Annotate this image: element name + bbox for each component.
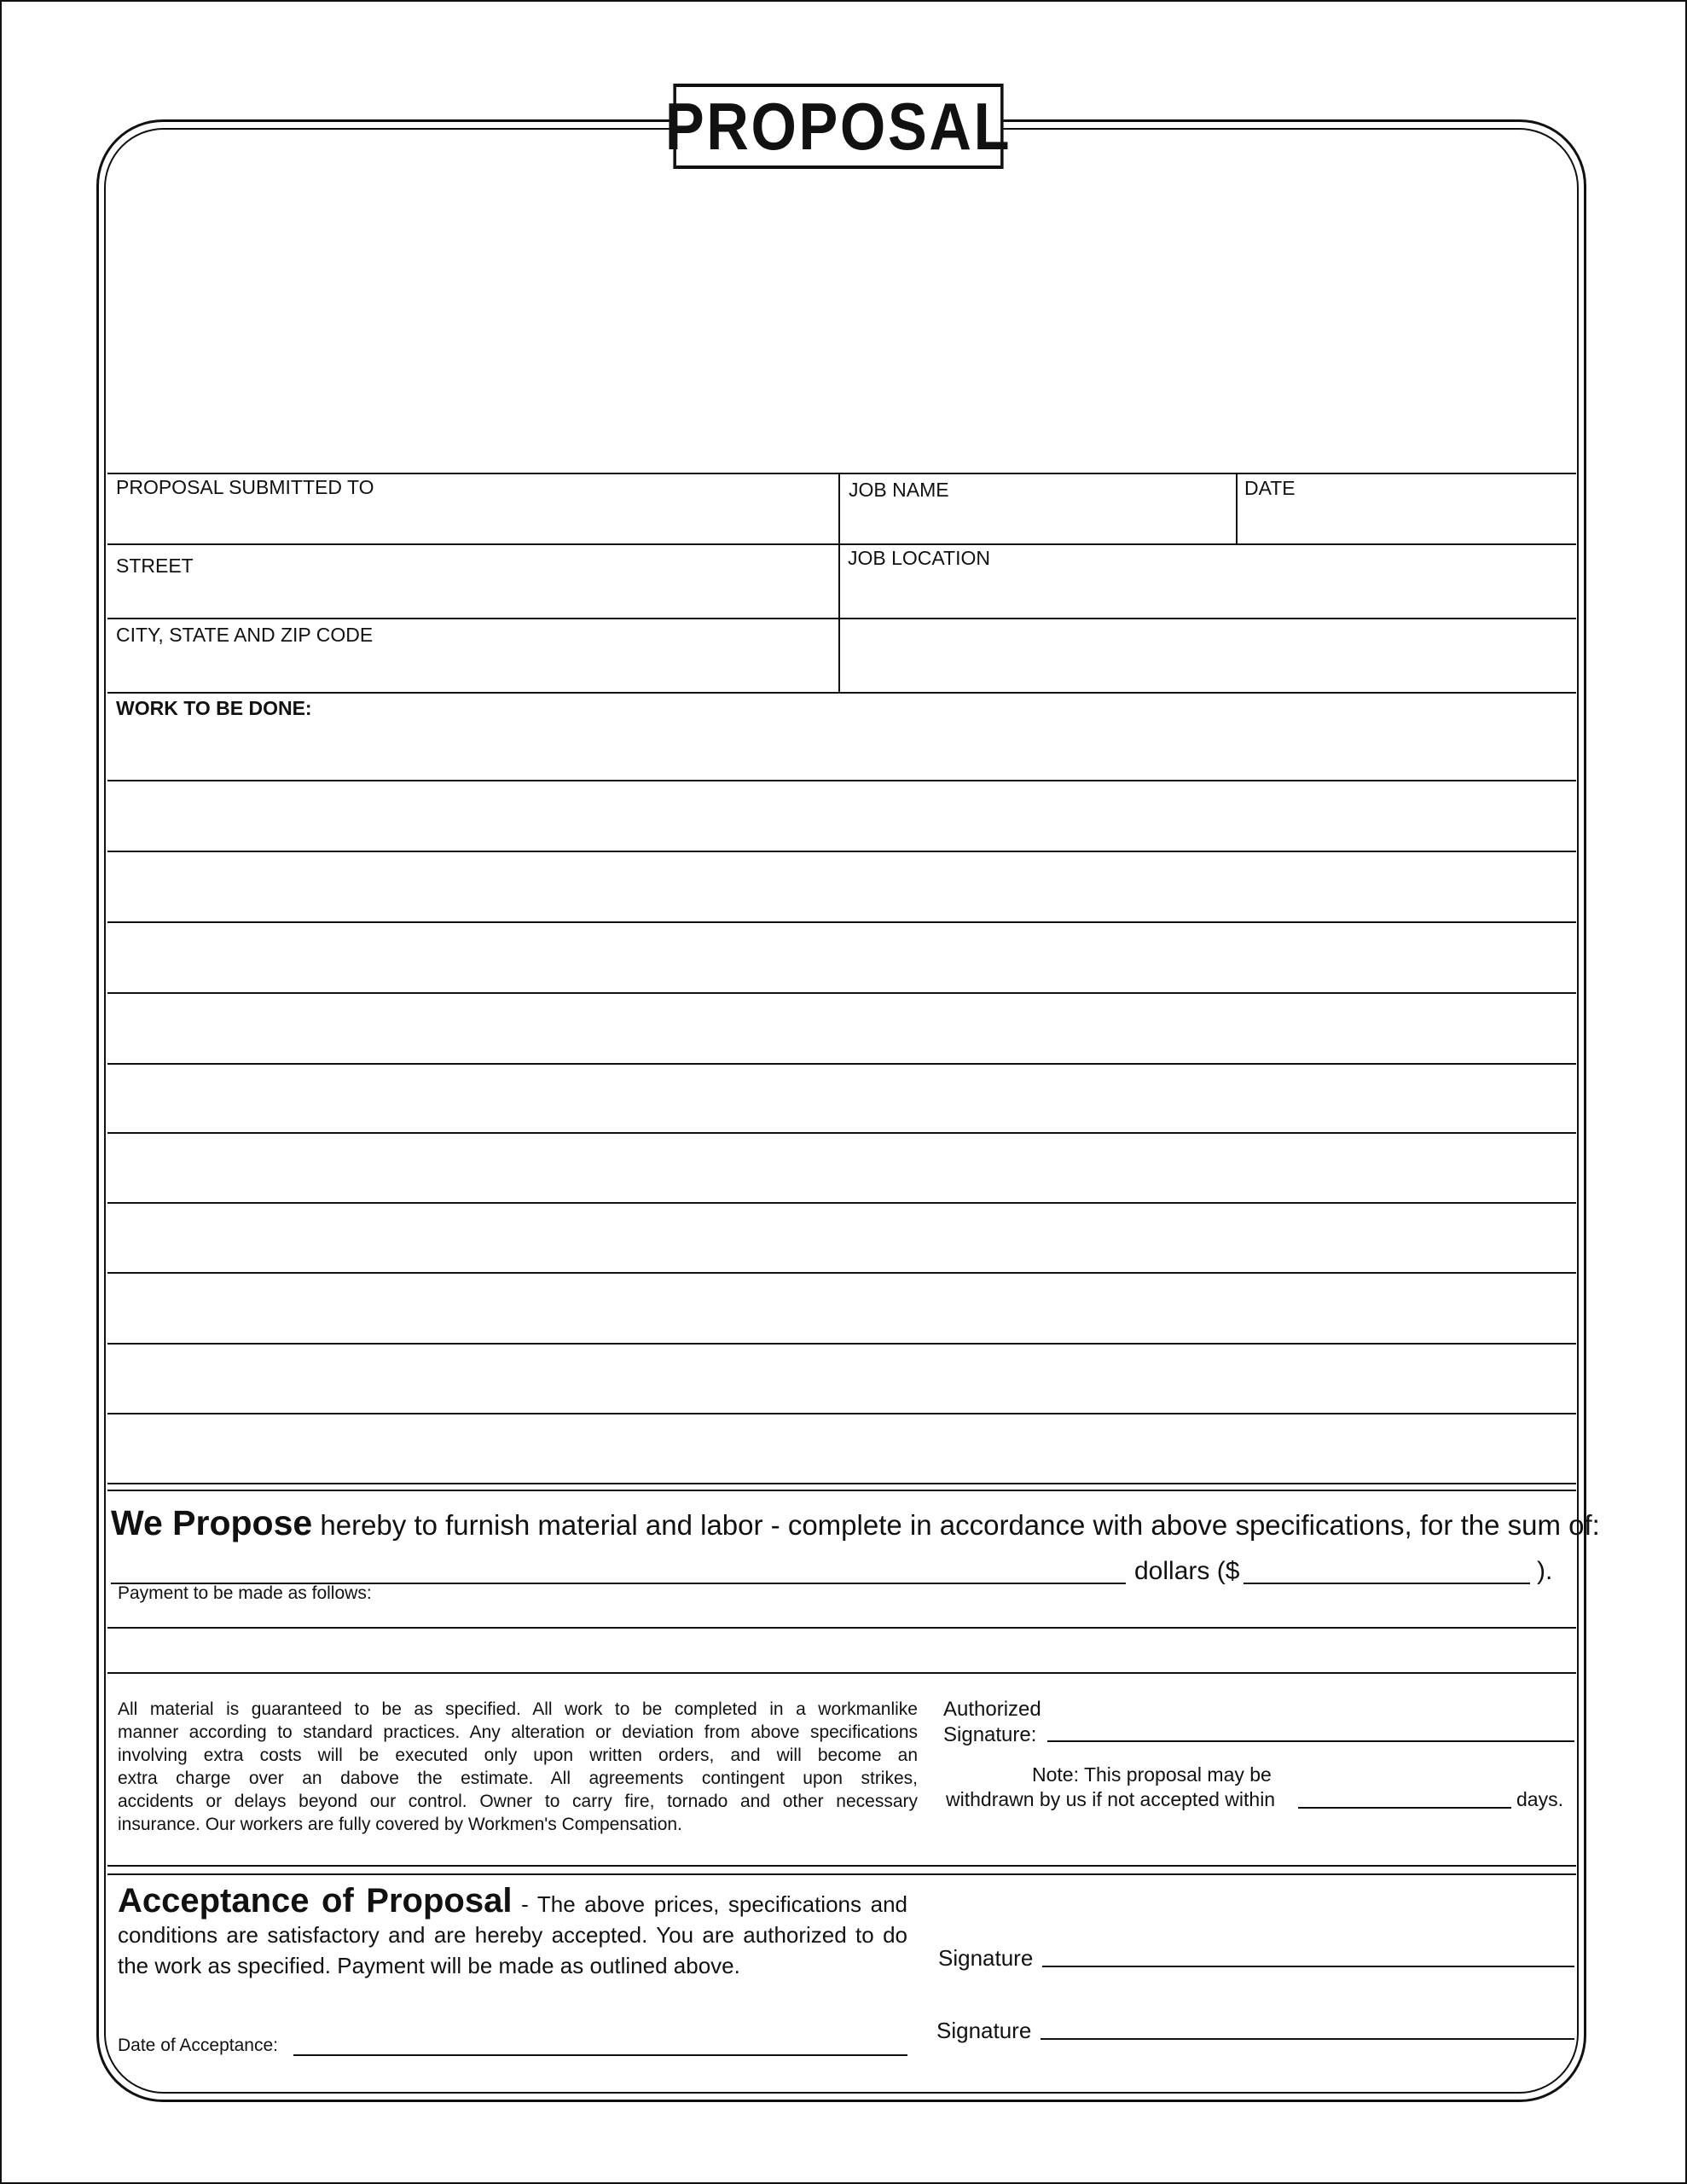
terms-line: All material is guaranteed to be as specified. All work to be completed in a workmanlike [118,1699,918,1719]
payment-label: Payment to be made as follows: [118,1583,372,1603]
section-divider [107,1865,1576,1867]
grid-line [107,692,1576,694]
city-state-zip-field[interactable]: CITY, STATE AND ZIP CODE [116,624,374,646]
acceptance-line: conditions are satisfactory and are hereby accepted. You are authorized to do [118,1922,907,1948]
date-of-acceptance-line[interactable] [293,2054,907,2056]
work-line[interactable] [107,1132,1576,1134]
signature-label: Signature: [943,1723,1037,1746]
work-line[interactable] [107,1063,1576,1065]
work-line[interactable] [107,921,1576,923]
signature-1-label: Signature [938,1945,1034,1971]
section-divider [107,1873,1576,1875]
we-propose-text: hereby to furnish material and labor - complete in accordance with above specifications, for the sum of: [312,1509,1600,1541]
acceptance-heading: Acceptance of Proposal [118,1882,513,1920]
grid-line [107,618,1576,619]
dollars-label: dollars ($ [1134,1557,1240,1585]
terms-line: extra charge over an dabove the estimate. All agreements contingent upon strikes, [118,1769,918,1788]
work-line[interactable] [107,1202,1576,1204]
work-line[interactable] [107,1343,1576,1345]
grid-line [107,543,1576,545]
authorized-signature-line[interactable] [1047,1740,1574,1742]
we-propose-statement [111,1503,1600,1543]
street-field[interactable]: STREET [116,555,194,577]
section-divider [107,1490,1576,1491]
work-to-be-done-heading: WORK TO BE DONE: [116,697,312,719]
work-line[interactable] [107,780,1576,781]
authorized-label: Authorized [943,1698,1041,1721]
note-line-2: withdrawn by us if not accepted within [946,1788,1276,1810]
grid-line [107,473,1576,474]
signature-2-line[interactable] [1041,2038,1574,2040]
terms-line: insurance. Our workers are fully covered by Workmen's Compensation. [118,1815,682,1834]
work-line[interactable] [107,1413,1576,1414]
date-of-acceptance-label: Date of Acceptance: [118,2036,278,2055]
acceptance-paragraph [118,1882,907,1981]
terms-line: manner according to standard practices. Any alteration or deviation from above specifications [118,1722,918,1742]
we-propose-lead: We Propose [111,1503,313,1542]
payment-line[interactable] [107,1627,1576,1629]
signature-2-label: Signature [936,2018,1032,2043]
work-line[interactable] [107,851,1576,852]
proposal-submitted-to-field[interactable]: PROPOSAL SUBMITTED TO [116,476,374,498]
work-line[interactable] [107,992,1576,994]
acceptance-line: - The above prices, specifications and [512,1891,907,1917]
date-field[interactable]: DATE [1244,477,1296,499]
signature-1-line[interactable] [1042,1966,1574,1967]
terms-paragraph [118,1698,918,1836]
grid-divider [838,473,840,693]
days-line[interactable] [1298,1807,1511,1809]
sum-amount-line[interactable] [1244,1583,1530,1584]
terms-line: involving extra costs will be executed only upon written orders, and will become an [118,1745,918,1765]
days-label: days. [1516,1788,1563,1810]
section-divider [107,1483,1576,1484]
grid-divider [1236,473,1238,544]
payment-line[interactable] [107,1672,1576,1674]
job-name-field[interactable]: JOB NAME [849,479,949,501]
terms-line: accidents or delays beyond our control. Owner to carry fire, tornado and other necessary [118,1792,918,1811]
acceptance-line: the work as specified. Payment will be made as outlined above. [118,1953,740,1978]
work-line[interactable] [107,1272,1576,1274]
document-title: PROPOSAL [673,84,1003,169]
close-paren: ). [1537,1557,1553,1585]
note-line-1: Note: This proposal may be [1032,1763,1272,1786]
job-location-field[interactable]: JOB LOCATION [848,547,990,569]
